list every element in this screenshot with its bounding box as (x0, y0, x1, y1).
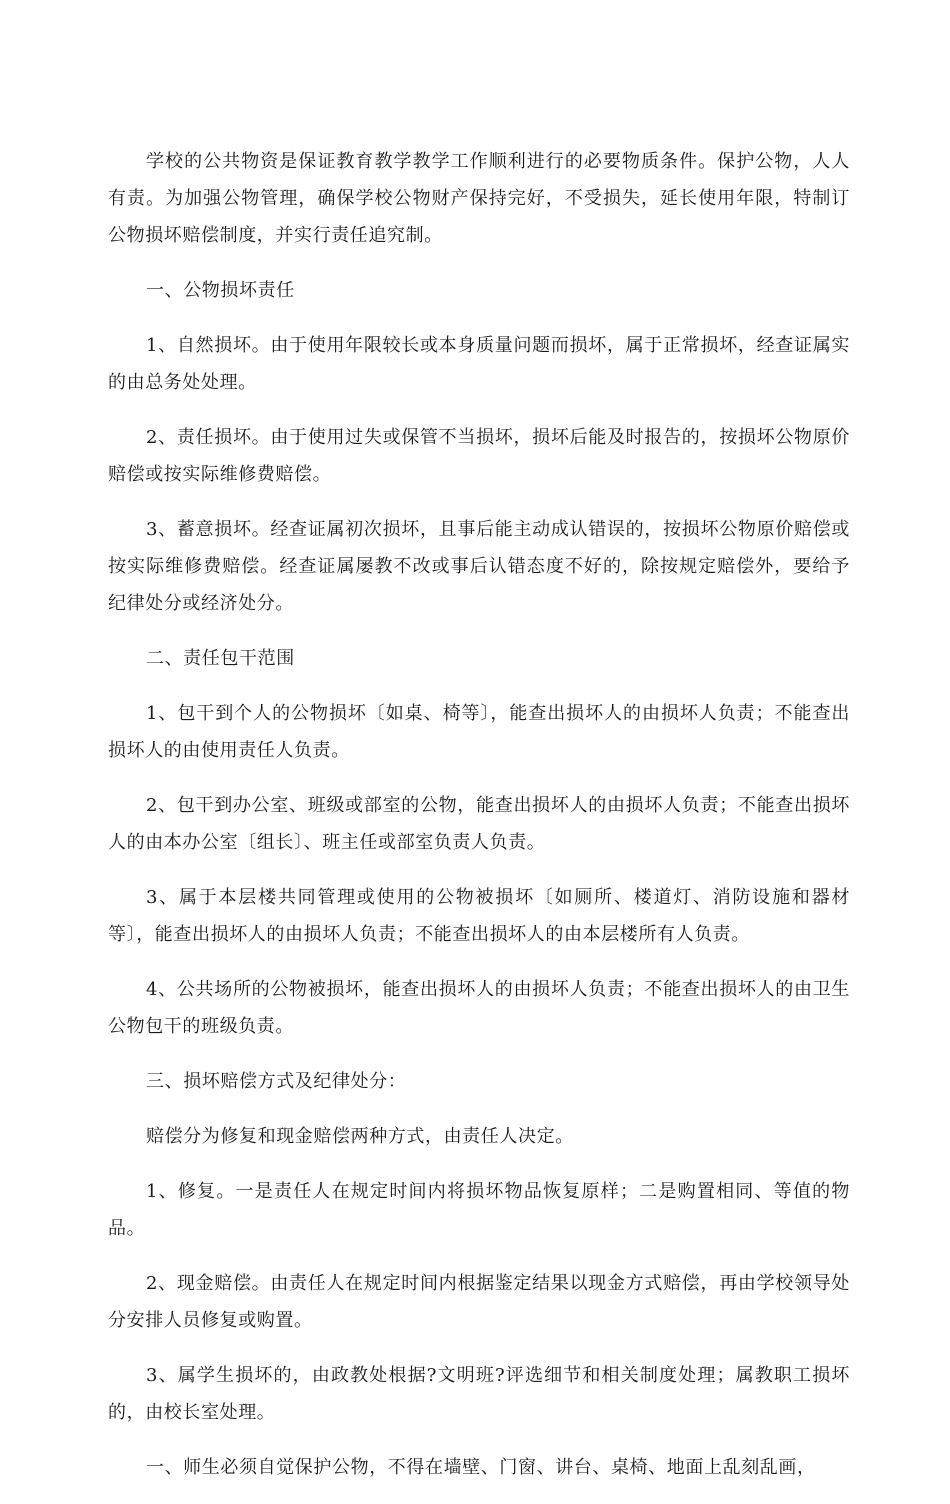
clause-paragraph: 1、自然损坏。由于使用年限较长或本身质量问题而损坏，属于正常损坏，经查证属实的由总务处处理。 (108, 335, 850, 393)
section-heading-3: 三、损坏赔偿方式及纪律处分： (146, 1071, 407, 1092)
clause-paragraph: 4、公共场所的公物被损坏，能查出损坏人的由损坏人负责；不能查出损坏人的由卫生公物包干的班级负责。 (108, 979, 850, 1037)
clause-paragraph: 2、责任损坏。由于使用过失或保管不当损坏，损坏后能及时报告的，按损坏公物原价赔偿或按实际维修费赔偿。 (108, 427, 850, 485)
clause-paragraph: 2、包干到办公室、班级或部室的公物，能查出损坏人的由损坏人负责；不能查出损坏人的由本办公室〔组长〕、班主任或部室负责人负责。 (108, 795, 850, 853)
intro-paragraph: 学校的公共物资是保证教育教学教学工作顺利进行的必要物质条件。保护公物，人人有责。为加强公物管理，确保学校公物财产保持完好，不受损失，延长使用年限，特制订公物损坏赔偿制度，并实行责任追究制。 (108, 151, 850, 246)
clause-paragraph: 一、师生必须自觉保护公物，不得在墙壁、门窗、讲台、桌椅、地面上乱刻乱画， (146, 1457, 816, 1478)
clause-paragraph: 2、现金赔偿。由责任人在规定时间内根据鉴定结果以现金方式赔偿，再由学校领导处分安排人员修复或购置。 (108, 1273, 850, 1331)
clause-paragraph: 3、蓄意损坏。经查证属初次损坏，且事后能主动成认错误的，按损坏公物原价赔偿或按实际维修费赔偿。经查证属屡教不改或事后认错态度不好的，除按规定赔偿外，要给予纪律处分或经济处分。 (108, 519, 850, 614)
clause-paragraph: 1、包干到个人的公物损坏〔如桌、椅等〕，能查出损坏人的由损坏人负责；不能查出损坏人的由使用责任人负责。 (108, 703, 850, 761)
section-heading-2: 二、责任包干范围 (146, 648, 295, 669)
clause-paragraph: 3、属于本层楼共同管理或使用的公物被损坏〔如厕所、楼道灯、消防设施和器材等〕，能查出损坏人的由损坏人负责；不能查出损坏人的由本层楼所有人负责。 (108, 887, 850, 945)
clause-paragraph: 赔偿分为修复和现金赔偿两种方式，由责任人决定。 (146, 1126, 574, 1147)
clause-paragraph: 1、修复。一是责任人在规定时间内将损坏物品恢复原样；二是购置相同、等值的物品。 (108, 1181, 850, 1239)
clause-paragraph: 3、属学生损坏的，由政教处根据?文明班?评选细节和相关制度处理；属教职工损坏的，由校长室处理。 (108, 1365, 850, 1423)
section-heading-1: 一、公物损坏责任 (146, 280, 295, 301)
document-body (108, 143, 850, 1504)
